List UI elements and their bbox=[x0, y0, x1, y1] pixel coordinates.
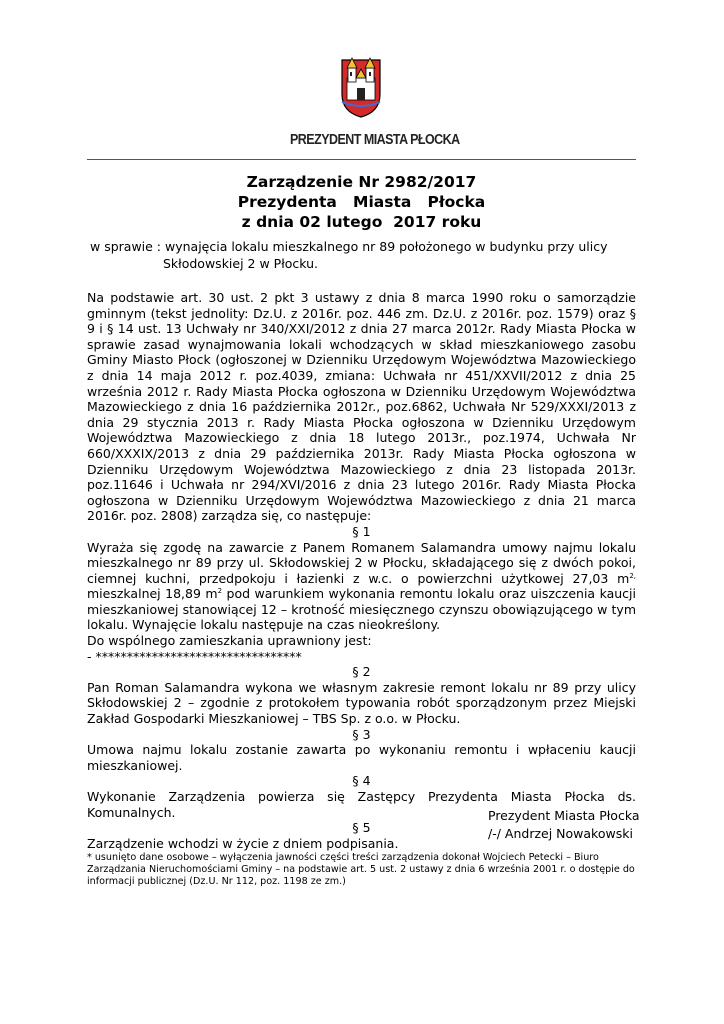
section-3-text: Umowa najmu lokalu zostanie zawarta po wykonaniu remontu i wpłaceniu kaucji mieszkaniowej. bbox=[87, 742, 636, 773]
section-1-text bbox=[87, 540, 636, 634]
section-5-text: Zarządzenie wchodzi w życie z dniem podpisania. bbox=[87, 835, 399, 851]
area-unit-sup-1: 2, bbox=[629, 571, 636, 580]
cohabitant-label: Do wspólnego zamieszkania uprawniony jest: bbox=[87, 633, 372, 649]
section-2-text: Pan Roman Salamandra wykona we własnym zakresie remont lokalu nr 89 przy ulicy Skłodowskiej 2 – zgodnie z protokołem typowania robót sporządzonym przez Miejski Zakład Gospodarki Mieszkaniowej – TBS Sp. z o.o. w Płocku. bbox=[87, 679, 636, 727]
subject-line-1: w sprawie : wynajęcia lokalu mieszkalnego nr 89 położonego w budynku przy ulicy bbox=[90, 239, 608, 254]
subject-block bbox=[90, 238, 650, 272]
section-1-text-b: mieszkalnej 18,89 m bbox=[87, 586, 218, 602]
signature-block bbox=[488, 807, 640, 843]
cohabitant-redacted: - ********************************* bbox=[87, 648, 302, 664]
section-5-heading: § 5 bbox=[352, 820, 371, 836]
area-unit-sup-2: 2 bbox=[217, 587, 223, 596]
title-line-1: Zarządzenie Nr 2982/2017 bbox=[246, 173, 477, 191]
section-1-text-a: Wyraża się zgodę na zawarcie z Panem Romanem Salamandra umowy najmu lokalu mieszkalnego nr 89 przy ul. Skłodowskiej 2 w Płocku, składającego się z dwóch pokoi, ciemnej kuchni, przedpokoju i łazienki z w.c. o powierzchni użytkowej 27,03 m bbox=[87, 539, 636, 586]
document-body bbox=[87, 290, 636, 851]
subject-line-2: Skłodowskiej 2 w Płocku. bbox=[163, 256, 319, 271]
title-line-2: Prezydenta Miasta Płocka bbox=[237, 193, 486, 211]
legal-basis-paragraph: Na podstawie art. 30 ust. 2 pkt 3 ustawy z dnia 8 marca 1990 roku o samorządzie gminnym (tekst jednolity: Dz.U. z 2016r. poz. 446 zm. Dz.U. z 2016r. poz. 1579) oraz § 9 i § 14 ust. 13 Uchwały nr 340/XXI/2012 z dnia 27 marca 2012r. Rady Miasta Płocka w sprawie zasad wynajmowania lokali wchodzących w skład mieszkaniowego zasobu Gminy Miasto Płock (ogłoszonej w Dzienniku Urzędowym Województwa Mazowieckiego z dnia 14 maja 2012 r. poz.4039, zmiana: Uchwała nr 451/XXVII/2012 z dnia 25 września 2012 r. Rady Miasta Płocka ogłoszona w Dzienniku Urzędowym Województwa Mazowieckiego z dnia 16 października 2012r., poz.6862, Uchwała Nr 529/XXXI/2013 z dnia 29 stycznia 2013 r. Rady Miasta Płocka ogłoszona w Dzienniku Urzędowym Województwa Mazowieckiego z dnia 18 lutego 2013r., poz.1974, Uchwała Nr 660/XXXIX/2013 z dnia 29 października 2013r. Rady Miasta Płocka ogłoszona w Dzienniku Urzędowym Województwa Mazowieckiego z dnia 23 listopada 2013r. poz.11646 i Uchwała nr 294/XVI/2016 z dnia 23 lutego 2016r. Rady Miasta Płocka ogłoszona w Dzienniku Urzędowym Województwa Mazowieckiego z dnia 21 marca 2016r. poz. 2808) zarządza się, co następuje: bbox=[87, 290, 636, 524]
section-4-heading: § 4 bbox=[352, 773, 371, 789]
signature-name: /-/ Andrzej Nowakowski bbox=[488, 826, 633, 841]
section-1-heading: § 1 bbox=[352, 523, 371, 539]
header-divider bbox=[87, 159, 636, 160]
section-3-heading: § 3 bbox=[352, 726, 371, 742]
org-title: PREZYDENT MIASTA PŁOCKA bbox=[290, 132, 460, 148]
title-line-3: z dnia 02 lutego 2017 roku bbox=[241, 213, 482, 231]
signature-title: Prezydent Miasta Płocka bbox=[488, 808, 640, 823]
redaction-footnote: * usunięto dane osobowe – wyłączenia jawności części treści zarządzenia dokonał Wojciech Petecki – Biuro Zarządzania Nieruchomościami Gminy – na podstawie art. 5 ust. 2 ustawy z dnia 6 września 2001 r. o dostępie do informacji publicznej (Dz.U. Nr 112, poz. 1198 ze zm.) bbox=[87, 852, 635, 887]
document-title bbox=[87, 172, 636, 232]
section-1-text-c: pod warunkiem wykonania remontu lokalu oraz uiszczenia kaucji mieszkaniowej stanowiącej 12 – krotność miesięcznego czynszu obowiązującego w tym lokalu. Wynajęcie lokalu następuje na czas nieokreślony. bbox=[87, 586, 636, 633]
section-4-text: Wykonanie Zarządzenia powierza się Zastępcy Prezydenta Miasta Płocka ds. Komunalnych. bbox=[87, 789, 636, 820]
section-2-heading: § 2 bbox=[352, 664, 371, 680]
coat-of-arms-icon bbox=[340, 54, 382, 118]
